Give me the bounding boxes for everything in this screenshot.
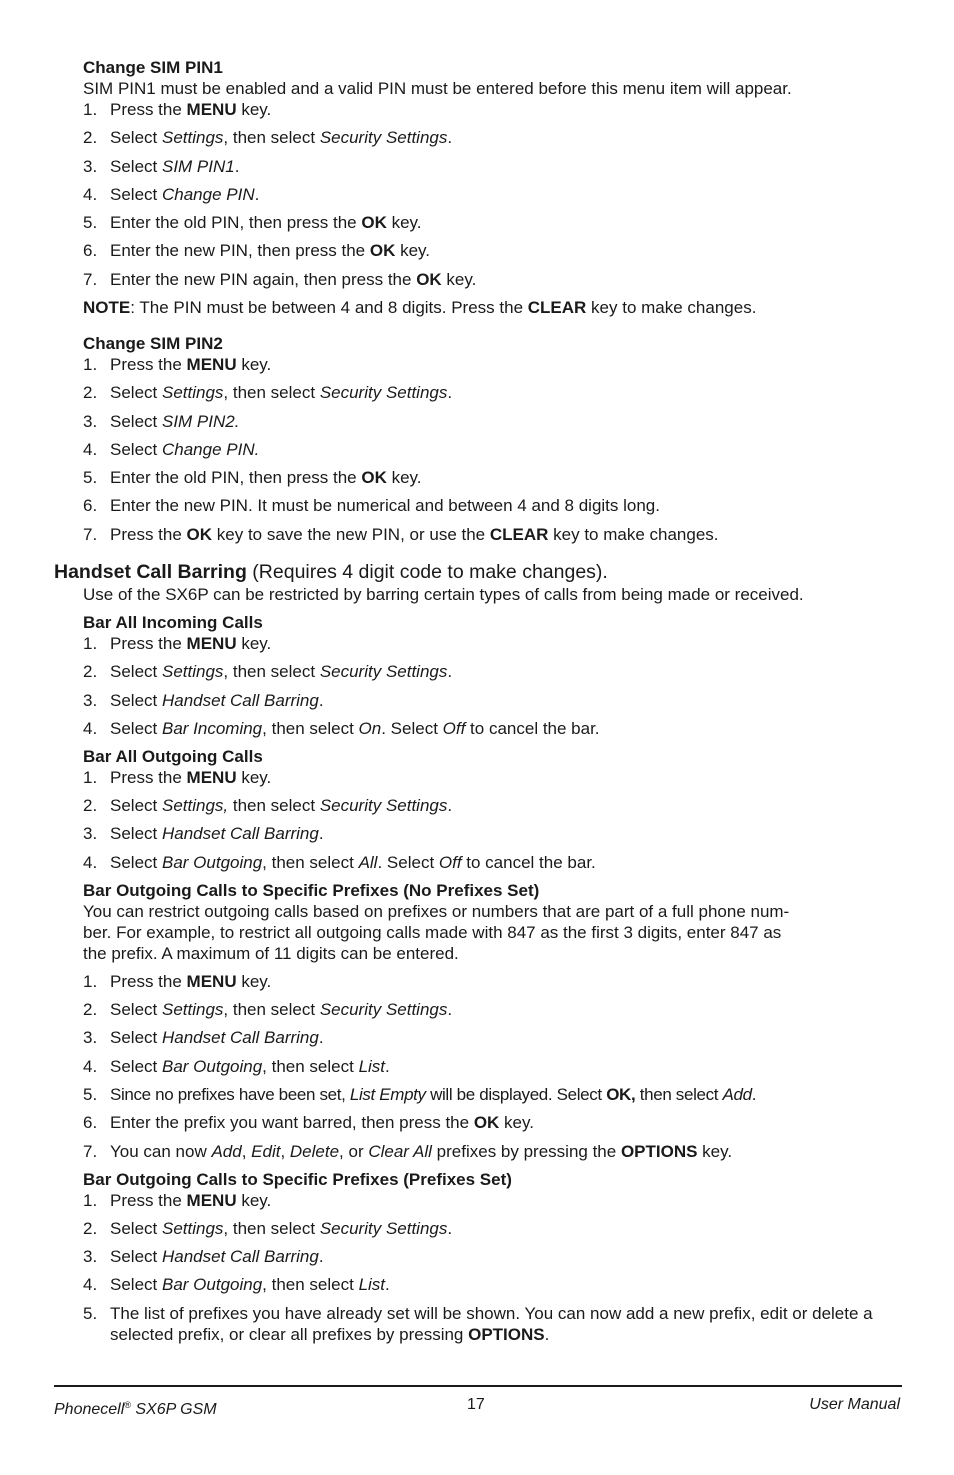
heading-change-sim-pin1: Change SIM PIN1 [83,58,223,77]
heading-prefix-none: Bar Outgoing Calls to Specific Prefixes (No Prefixes Set) [83,880,540,900]
step: 5. Enter the old PIN, then press the OK key. [83,468,422,488]
step: 4. Select Change PIN. [83,439,260,459]
steps-prefix-set [83,1190,903,1345]
step: 1. Press the MENU key. [83,355,272,374]
step: 3. Select Handset Call Barring. [83,690,324,710]
pin-length-note: NOTE: The PIN must be between 4 and 8 digits. Press the CLEAR key to make changes. [83,297,757,317]
step: 2. Select Settings, then select Security Settings. [83,383,453,403]
step: 5. Since no prefixes have been set, List Empty will be displayed. Select OK, then select Add. [83,1084,757,1104]
prefix-intro-line: ber. For example, to restrict all outgoing calls made with 847 as the first 3 digits, enter 847 as [83,922,782,942]
step: 3. Select SIM PIN2. [83,411,240,431]
step: 1. Press the MENU key. [83,1190,272,1210]
footer-doc-type: User Manual [809,1396,900,1413]
section-title-call-barring: Handset Call Barring (Requires 4 digit code to make changes). [54,561,608,583]
steps-sim-pin1 [83,99,903,290]
step: 3. Select Handset Call Barring. [83,1247,324,1267]
heading-change-sim-pin2: Change SIM PIN2 [83,334,223,353]
step: 7. Press the OK key to save the new PIN, or use the CLEAR key to make changes. [83,524,719,544]
step: 4. Select Bar Outgoing, then select All. Select Off to cancel the bar. [83,852,596,872]
step: 6. Enter the new PIN. It must be numerical and between 4 and 8 digits long. [83,496,660,516]
steps-bar-outgoing [83,767,903,873]
step: 2. Select Settings, then select Security Settings. [83,662,453,682]
steps-sim-pin2 [83,354,903,545]
prefix-intro-line: the prefix. A maximum of 11 digits can be entered. [83,943,459,963]
step: 4. Select Change PIN. [83,184,260,204]
step: 6. Enter the new PIN, then press the OK key. [83,241,431,261]
call-barring-body [83,584,903,1345]
step: 3. Select SIM PIN1. [83,156,240,176]
heading-bar-incoming: Bar All Incoming Calls [83,613,263,632]
heading-bar-outgoing: Bar All Outgoing Calls [83,746,263,766]
step: 5. The list of prefixes you have already set will be shown. You can now add a new prefix, edit or delete a selected prefix, or clear all prefixes by pressing OPTIONS. [83,1303,873,1344]
step: 4. Select Bar Outgoing, then select List. [83,1056,390,1076]
step: 1. Press the MENU key. [83,971,272,991]
section-change-sim-pin2 [83,333,903,545]
footer-rule [54,1385,902,1387]
step: 4. Select Bar Incoming, then select On. Select Off to cancel the bar. [83,718,600,738]
step: 2. Select Settings, then select Security Settings. [83,128,453,148]
footer-product: Phonecell® SX6P GSM [54,1400,217,1418]
step: 4. Select Bar Outgoing, then select List. [83,1275,390,1295]
steps-prefix-none [83,971,903,1162]
section-change-sim-pin1 [83,57,903,318]
steps-bar-incoming [83,633,903,739]
page-number: 17 [467,1396,485,1413]
step: 2. Select Settings, then select Security Settings. [83,1000,453,1020]
step: 2. Select Settings, then select Security Settings. [83,796,453,816]
step: 7. You can now Add, Edit, Delete, or Clear All prefixes by pressing the OPTIONS key. [83,1141,733,1161]
step: 3. Select Handset Call Barring. [83,1028,324,1048]
step: 3. Select Handset Call Barring. [83,824,324,844]
step: 5. Enter the old PIN, then press the OK key. [83,213,422,233]
step: 1. Press the MENU key. [83,634,272,653]
call-barring-intro: Use of the SX6P can be restricted by barring certain types of calls from being made or received. [83,585,804,604]
prefix-intro-line: You can restrict outgoing calls based on prefixes or numbers that are part of a full phone num- [83,901,790,921]
step: 1. Press the MENU key. [83,100,272,119]
heading-prefix-set: Bar Outgoing Calls to Specific Prefixes (Prefixes Set) [83,1169,512,1189]
step: 7. Enter the new PIN again, then press the OK key. [83,269,477,289]
step: 6. Enter the prefix you want barred, then press the OK key. [83,1113,534,1133]
step: 1. Press the MENU key. [83,767,272,787]
step: 2. Select Settings, then select Security Settings. [83,1218,453,1238]
sim-pin1-intro: SIM PIN1 must be enabled and a valid PIN must be entered before this menu item will appear. [83,79,792,98]
